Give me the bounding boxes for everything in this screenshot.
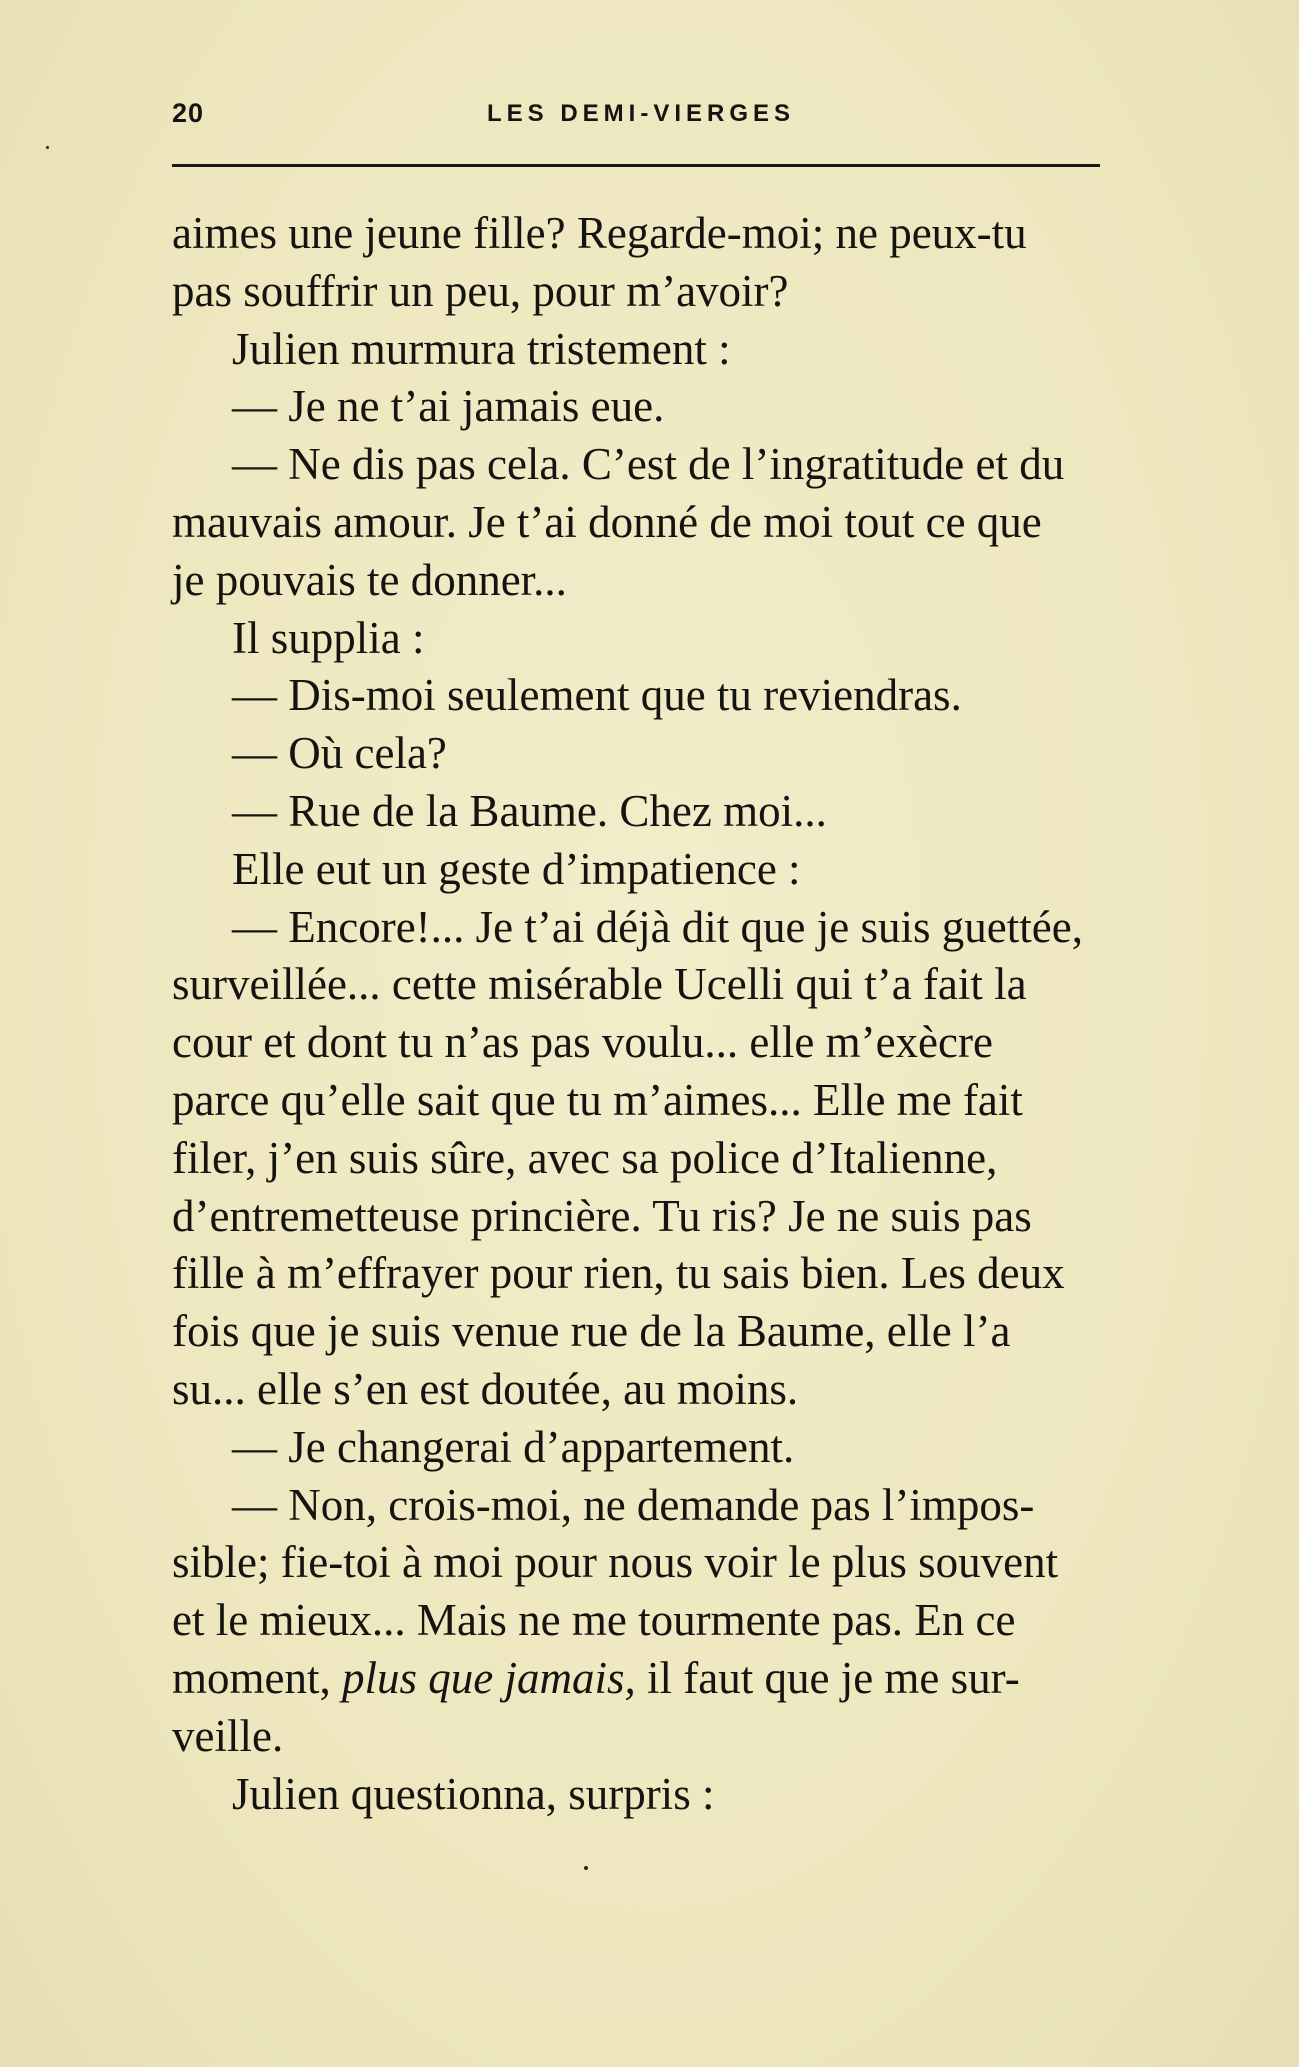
italic-phrase: plus que jamais, — [341, 1652, 636, 1703]
text-line: fois que je suis venue rue de la Baume, elle l’a — [172, 1306, 1011, 1357]
text-line: Julien questionna, surpris : — [232, 1768, 715, 1819]
text-line: — Non, crois-moi, ne demande pas l’impos- — [232, 1479, 1035, 1530]
text-line: — Encore!... Je t’ai déjà dit que je suis guettée, — [232, 901, 1083, 952]
text-line: aimes une jeune fille? Regarde-moi; ne peux-tu — [172, 208, 1027, 258]
text-line: Julien murmura tristement : — [232, 323, 731, 374]
paper-speck — [46, 146, 49, 149]
text-line: veille. — [172, 1710, 284, 1761]
running-title: LES DEMI-VIERGES — [487, 100, 796, 127]
text-line: filer, j’en suis sûre, avec sa police d’Italienne, — [172, 1132, 998, 1183]
text-line: cour et dont tu n’as pas voulu... elle m’exècre — [172, 1017, 993, 1068]
text-line: parce qu’elle sait que tu m’aimes... Elle me fait — [172, 1074, 1023, 1125]
text-line: — Dis-moi seulement que tu reviendras. — [232, 670, 962, 721]
body-text — [172, 205, 1172, 1823]
paper-speck — [584, 1866, 588, 1870]
page-number: 20 — [172, 98, 205, 128]
page-header — [172, 94, 1100, 138]
text-line: surveillée... cette misérable Ucelli qui t’a fait la — [172, 959, 1027, 1010]
text-line: — Je ne t’ai jamais eue. — [232, 381, 665, 432]
text-line: fille à m’effrayer pour rien, tu sais bien. Les deux — [172, 1248, 1065, 1299]
text-line: d’entremetteuse princière. Tu ris? Je ne suis pas — [172, 1190, 1032, 1241]
text-line: — Où cela? — [232, 728, 447, 779]
text-line: — Ne dis pas cela. C’est de l’ingratitude et du — [232, 439, 1065, 490]
text-line: su... elle s’en est doutée, au moins. — [172, 1363, 799, 1414]
text-line: sible; fie-toi à moi pour nous voir le plus souvent — [172, 1537, 1059, 1588]
text-line: moment, plus que jamais, il faut que je me sur- — [172, 1652, 1020, 1703]
text-line: — Rue de la Baume. Chez moi... — [232, 785, 827, 836]
text-line: je pouvais te donner... — [172, 554, 567, 605]
text-line: pas souffrir un peu, pour m’avoir? — [172, 265, 789, 316]
text-line: mauvais amour. Je t’ai donné de moi tout ce que — [172, 496, 1042, 547]
text-line: Il supplia : — [232, 612, 425, 663]
text-line: — Je changerai d’appartement. — [232, 1421, 795, 1472]
text-line: et le mieux... Mais ne me tourmente pas. En ce — [172, 1595, 1016, 1646]
header-rule — [172, 164, 1100, 167]
text-line: Elle eut un geste d’impatience : — [232, 843, 801, 894]
